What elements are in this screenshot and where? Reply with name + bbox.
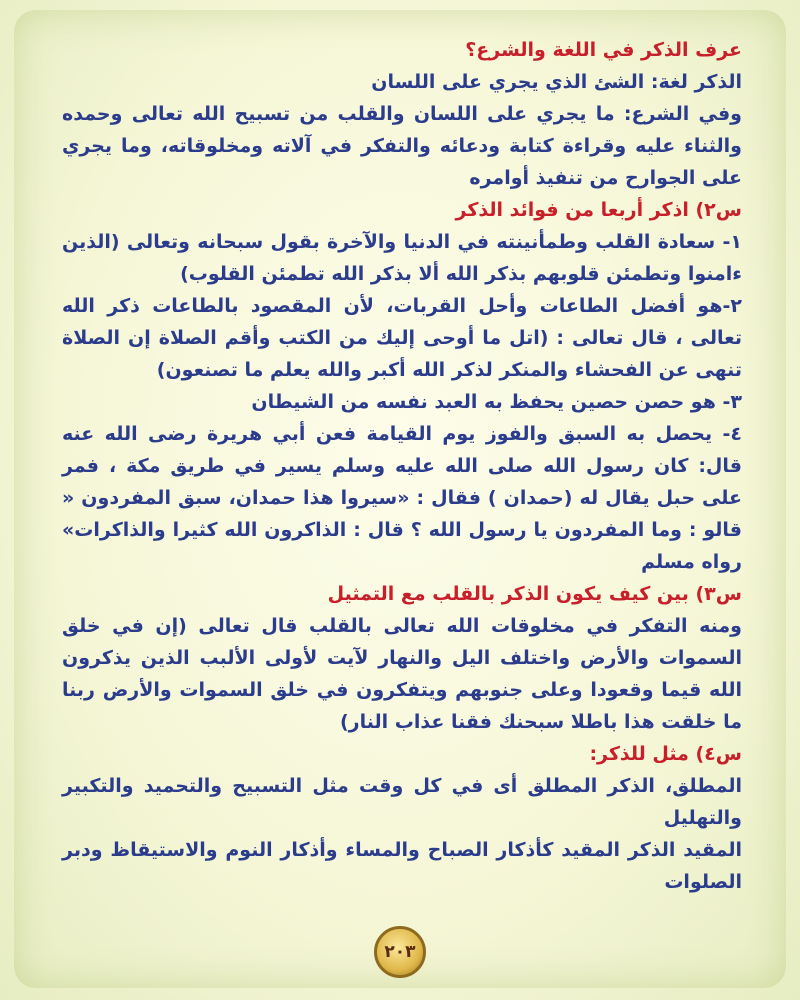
q1-line-1: الذكر لغة: الشئ الذي يجري على اللسان: [371, 71, 742, 93]
question-1-heading: عرف الذكر في اللغة والشرع؟: [465, 39, 742, 61]
q2-line-2: ٢-هو أفضل الطاعات وأحل القربات، لأن المقصود بالطاعات ذكر الله تعالى ، قال تعالى : (اتل ما أوحى إليك من الكتب وأقم الصلاة إن الصلاة تنهى عن الفحشاء والمنكر لذكر الله أكبر والله يعلم ما تصنعون): [62, 295, 742, 381]
page-number-badge: [374, 926, 426, 978]
q2-line-3: ٣- هو حصن حصين يحفظ به العبد نفسه من الشيطان: [251, 391, 742, 413]
q1-line-2: وفي الشرع: ما يجري على اللسان والقلب من تسبيح الله تعالى وحمده والثناء عليه وقراءة كتابة ودعائه والتفكر في آلاته ومخلوقاته، وما يجري على الجوارح من تنفيذ أوامره: [62, 103, 742, 189]
question-4-heading: س٤) مثل للذكر:: [589, 743, 742, 765]
page-number: ٢٠٣: [384, 942, 416, 962]
q2-line-1: ١- سعادة القلب وطمأنينته في الدنيا والآخرة بقول سبحانه وتعالى (الذين ءامنوا وتطمئن قلوبهم بذكر الله ألا بذكر الله تطمئن القلوب): [62, 231, 742, 285]
question-3-heading: س٣) بين كيف يكون الذكر بالقلب مع التمثيل: [327, 583, 742, 605]
question-2-heading: س٢) اذكر أربعا من فوائد الذكر: [455, 199, 742, 221]
q4-line-1: المطلق، الذكر المطلق أى في كل وقت مثل التسبيح والتحميد والتكبير والتهليل: [62, 775, 742, 829]
q2-line-4: ٤- يحصل به السبق والفوز يوم القيامة فعن أبي هريرة رضى الله عنه قال: كان رسول الله صلى الله عليه وسلم يسير في طريق مكة ، فمر على حبل يقال له (حمدان ) فقال : «سيروا هذا حمدان، سبق المفردون « قالو : وما المفردون يا رسول الله ؟ قال : الذاكرون الله كثيرا والذاكرات» رواه مسلم: [62, 423, 742, 573]
page-content: [62, 34, 742, 898]
q4-line-2: المقيد الذكر المقيد كأذكار الصباح والمساء وأذكار النوم والاستيقاظ ودبر الصلوات: [62, 839, 742, 893]
q3-line-1: ومنه التفكر في مخلوقات الله تعالى بالقلب قال تعالى (إن في خلق السموات والأرض واختلف اليل والنهار لآيت لأولى الألبب الذين يذكرون الله قيما وقعودا وعلى جنوبهم ويتفكرون في خلق السموات والأرض ربنا ما خلقت هذا باطلا سبحنك فقنا عذاب النار): [62, 615, 742, 733]
